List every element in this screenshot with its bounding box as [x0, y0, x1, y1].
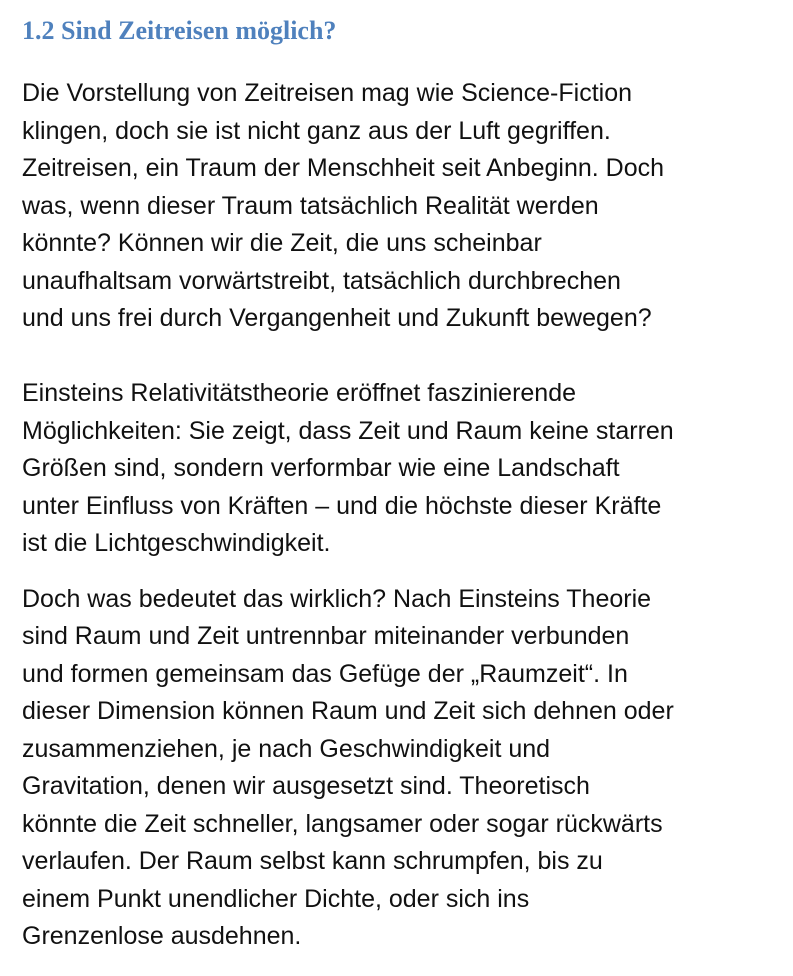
- text-line: unaufhaltsam vorwärtstreibt, tatsächlich durchbrechen: [22, 266, 621, 295]
- text-line: zusammenziehen, je nach Geschwindigkeit und: [22, 734, 551, 763]
- text-line: Die Vorstellung von Zeitreisen mag wie Science-Fiction: [22, 79, 632, 107]
- text-line: Gravitation, denen wir ausgesetzt sind. Theoretisch: [22, 772, 590, 800]
- text-line: Doch was bedeutet das wirklich? Nach Einsteins Theorie: [22, 584, 652, 613]
- text-line: könnte? Können wir die Zeit, die uns scheinbar: [22, 229, 542, 257]
- text-line: klingen, doch sie ist nicht ganz aus der Luft gegriffen.: [22, 116, 611, 145]
- text-line: einem Punkt unendlicher Dichte, oder sich ins: [22, 884, 530, 913]
- text-line: was, wenn dieser Traum tatsächlich Realität werden: [22, 191, 599, 220]
- paragraph-spacetime: [22, 581, 782, 956]
- text-line: Zeitreisen, ein Traum der Menschheit seit Anbeginn. Doch: [22, 154, 665, 182]
- document-page: [22, 0, 782, 956]
- text-line: ist die Lichtgeschwindigkeit.: [22, 529, 331, 557]
- paragraph-intro: [22, 75, 782, 338]
- text-line: und formen gemeinsam das Gefüge der „Raumzeit“. In: [22, 659, 628, 688]
- text-line: Grenzenlose ausdehnen.: [22, 922, 302, 950]
- text-line: könnte die Zeit schneller, langsamer oder sogar rückwärts: [22, 809, 663, 838]
- text-line: Möglichkeiten: Sie zeigt, dass Zeit und Raum keine starren: [22, 416, 674, 445]
- section-heading: 1.2 Sind Zeitreisen möglich?: [22, 16, 337, 45]
- text-line: Größen sind, sondern verformbar wie eine Landschaft: [22, 454, 620, 482]
- text-line: verlaufen. Der Raum selbst kann schrumpfen, bis zu: [22, 847, 603, 875]
- text-line: und uns frei durch Vergangenheit und Zukunft bewegen?: [22, 304, 652, 332]
- text-line: unter Einfluss von Kräften – und die höchste dieser Kräfte: [22, 491, 662, 520]
- text-line: dieser Dimension können Raum und Zeit sich dehnen oder: [22, 697, 674, 725]
- paragraph-relativity: [22, 375, 782, 563]
- text-line: Einsteins Relativitätstheorie eröffnet faszinierende: [22, 379, 577, 407]
- text-line: sind Raum und Zeit untrennbar miteinander verbunden: [22, 622, 630, 650]
